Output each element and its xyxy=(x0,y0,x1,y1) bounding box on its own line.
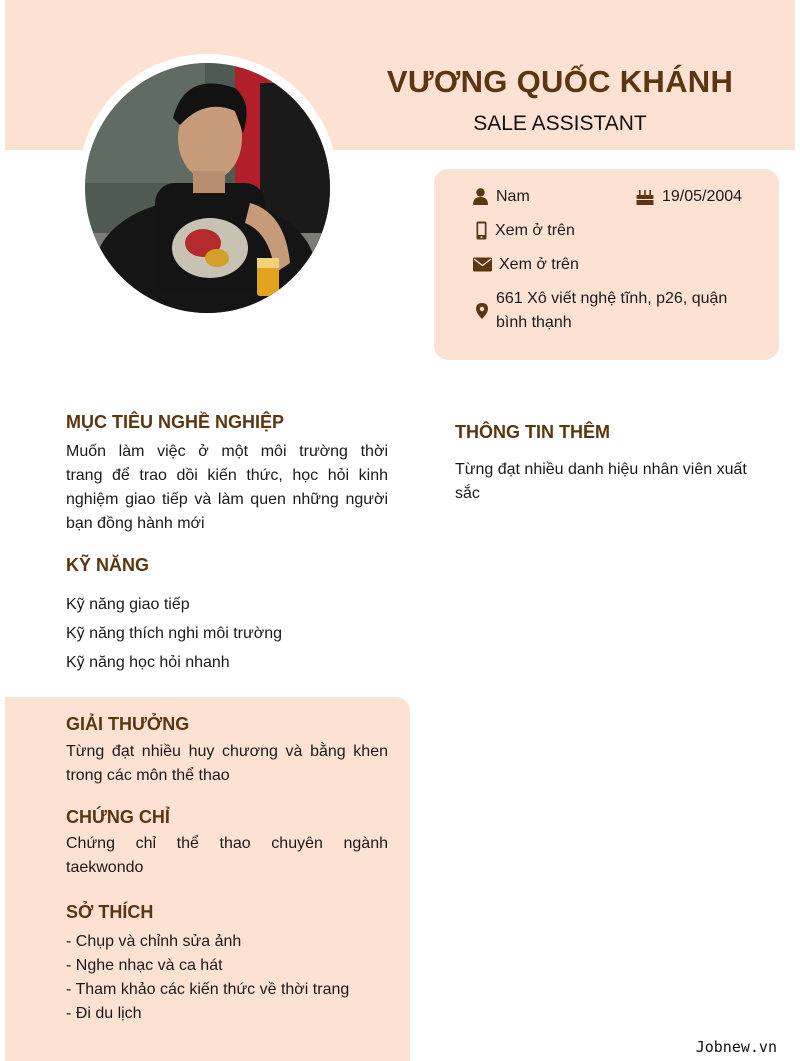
objective-line: bạn đồng hành mới xyxy=(66,515,205,532)
extra-info-title: THÔNG TIN THÊM xyxy=(455,422,610,442)
certificates-text xyxy=(66,832,388,880)
objective-line: Muốn làm việc ở một môi trường thời xyxy=(66,443,388,460)
extra-info-text xyxy=(455,458,775,506)
extra-info-line: sắc xyxy=(455,485,480,502)
candidate-name: VƯƠNG QUỐC KHÁNH xyxy=(386,64,734,99)
objective-line: trang để trao dồi kiến thức, học hỏi kinh xyxy=(66,467,388,484)
address-line-1: 661 Xô viết nghệ tĩnh, p26, quận xyxy=(496,290,728,307)
footer-brand: Jobnew.vn xyxy=(695,1038,777,1056)
objective-title: MỤC TIÊU NGHỀ NGHIỆP xyxy=(66,412,285,432)
hobby-item: - Nghe nhạc và ca hát xyxy=(66,957,223,974)
certificates-line: taekwondo xyxy=(66,859,144,876)
job-title: SALE ASSISTANT xyxy=(473,112,647,135)
birthday-value: 19/05/2004 xyxy=(662,188,743,205)
avatar xyxy=(85,63,330,313)
awards-line: trong các môn thể thao xyxy=(66,767,230,784)
hobby-item: - Tham khảo các kiến thức về thời trang xyxy=(66,981,350,998)
hobby-item: - Chụp và chỉnh sửa ảnh xyxy=(66,933,242,950)
phone-icon xyxy=(476,221,487,240)
hobbies-title: SỞ THÍCH xyxy=(66,902,154,922)
objective-text xyxy=(66,440,388,536)
email-value: Xem ở trên xyxy=(499,256,579,273)
hobby-item: - Đi du lịch xyxy=(66,1005,142,1022)
certificates-title: CHỨNG CHỈ xyxy=(66,807,170,827)
profile-photo xyxy=(85,63,330,313)
skill-item: Kỹ năng thích nghi môi trường xyxy=(66,625,282,642)
skill-item: Kỹ năng giao tiếp xyxy=(66,596,190,613)
certificates-line: Chứng chỉ thể thao chuyên ngành xyxy=(66,835,388,852)
map-pin-icon xyxy=(476,303,488,319)
awards-title: GIẢI THƯỞNG xyxy=(66,714,190,734)
user-icon xyxy=(473,188,488,205)
envelope-icon xyxy=(473,257,492,272)
awards-line: Từng đạt nhiều huy chương và bằng khen xyxy=(66,743,388,760)
extra-info-line: Từng đạt nhiều danh hiệu nhân viên xuất xyxy=(455,461,747,478)
objective-line: nghiệm giao tiếp và làm quen những người xyxy=(66,491,388,508)
phone-value: Xem ở trên xyxy=(495,222,575,239)
birthday-cake-icon xyxy=(636,188,654,205)
address-line-2: bình thạnh xyxy=(496,314,572,331)
awards-text xyxy=(66,740,388,788)
gender-value: Nam xyxy=(496,188,530,205)
skill-item: Kỹ năng học hỏi nhanh xyxy=(66,654,230,671)
skills-title: KỸ NĂNG xyxy=(66,555,150,575)
